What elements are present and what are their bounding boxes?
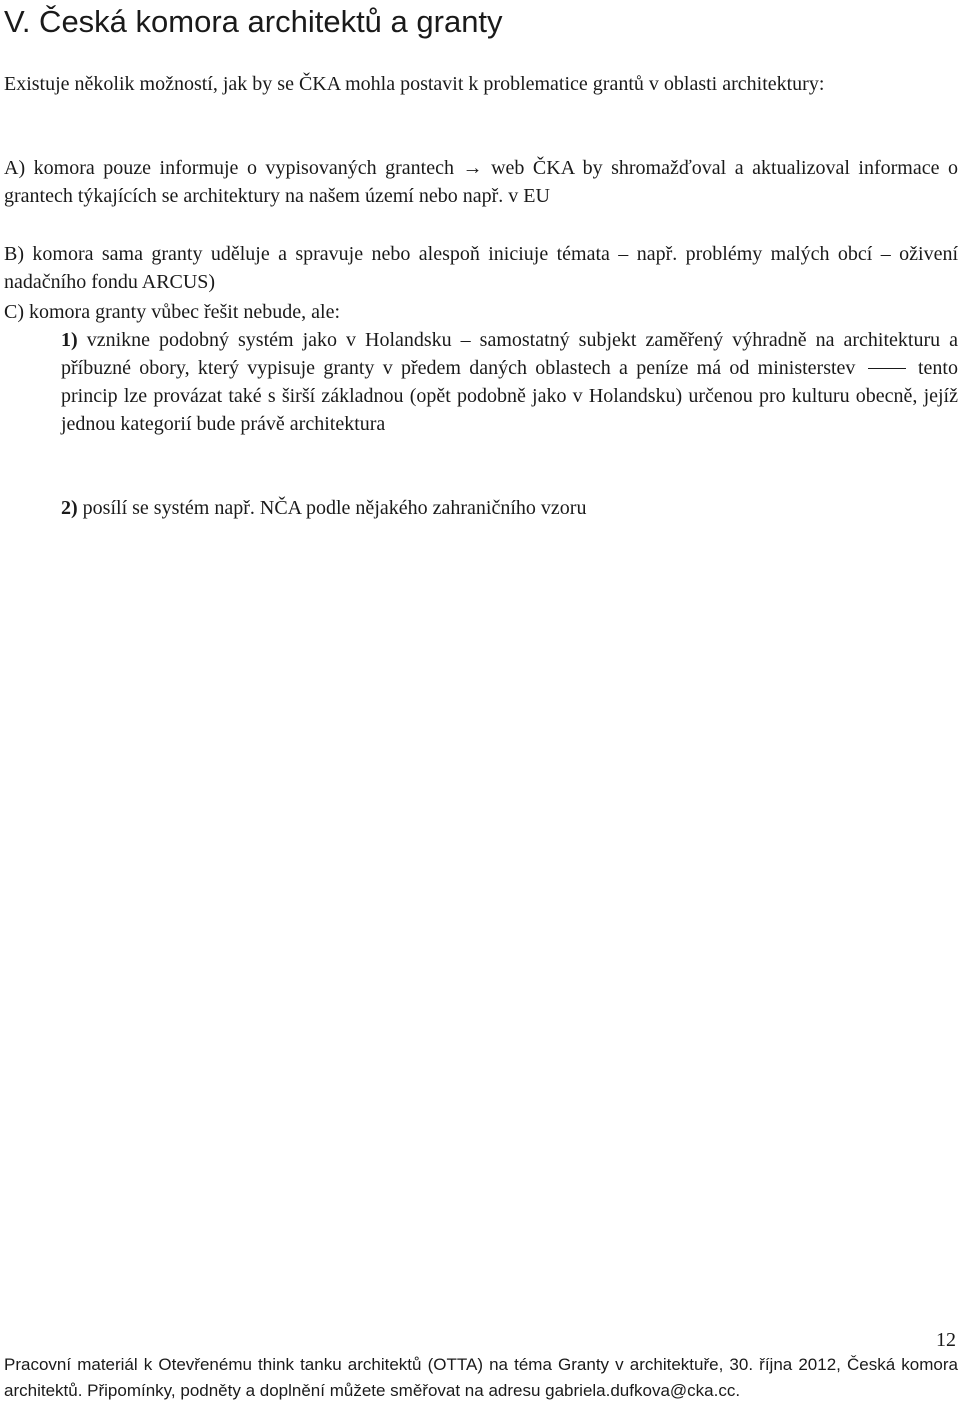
option-a-paragraph <box>4 154 958 210</box>
option-a-text-before-arrow: A) komora pouze informuje o vypisovaných grantech <box>4 157 454 179</box>
item-1-text-after-dash: tento princip lze provázat také s širší základnou (opět podobně jako v Holandsku) určenou pro kulturu obecně, jejíž jednou kategorií bude právě architektura <box>61 357 958 435</box>
page-number: 12 <box>936 1329 956 1351</box>
option-a-text-after-arrow: web ČKA by shromažďoval a aktualizoval informace o grantech týkajících se architektury na našem území nebo např. v EU <box>4 157 959 207</box>
page-footer: Pracovní materiál k Otevřenému think tanku architektů (OTTA) na téma Granty v architektuře, 30. října 2012, Česká komora architektů. Připomínky, podněty a doplnění můžete směřovat na adresu gabriela.dufkova@cka.cc. <box>4 1355 958 1400</box>
long-dash-icon <box>868 368 906 369</box>
right-arrow-icon: → <box>462 157 483 179</box>
option-c-intro: C) komora granty vůbec řešit nebude, ale: <box>4 301 340 323</box>
option-b-paragraph: B) komora sama granty uděluje a spravuje nebo alespoň iniciuje témata – např. problémy malých obcí – oživení nadačního fondu ARCUS) <box>4 243 958 293</box>
item-2-number: 2) <box>61 497 78 519</box>
option-c-item-1 <box>61 326 958 438</box>
option-c-item-2 <box>61 494 958 522</box>
page-heading: V. Česká komora architektů a granty <box>4 4 503 39</box>
item-1-text-before-dash: vznikne podobný systém jako v Holandsku – samostatný subjekt zaměřený výhradně na architekturu a příbuzné obory, který vypisuje granty v předem daných oblastech a peníze má od ministerstev <box>61 329 958 379</box>
intro-paragraph: Existuje několik možností, jak by se ČKA mohla postavit k problematice grantů v oblasti architektury: <box>4 73 825 95</box>
item-2-text: posílí se systém např. NČA podle nějakého zahraničního vzoru <box>82 497 587 519</box>
item-1-number: 1) <box>61 329 78 351</box>
